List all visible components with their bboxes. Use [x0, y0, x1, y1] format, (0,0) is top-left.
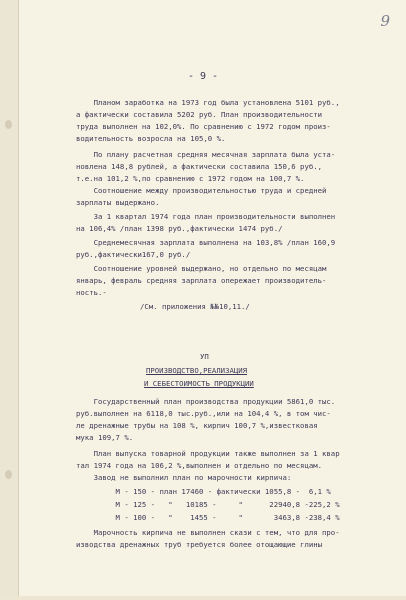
- text-line: По плану расчетная средняя месячная зарплата была уста-: [76, 150, 336, 159]
- text-line: водительность возросла на 105,0 %.: [76, 134, 226, 143]
- text-line: руб.,фактически167,0 руб./: [76, 250, 191, 259]
- text-line: Завод не выполнил план по марочности кирпича:: [76, 473, 292, 482]
- text-line: руб.выполнен на 6118,0 тыс.руб.,или на 104,4 %, в том чис-: [76, 409, 331, 418]
- page-number: - 9 -: [187, 71, 219, 82]
- text-line: тал 1974 года на 106,2 %,выполнен и отдельно по месяцам.: [76, 461, 323, 470]
- text-line: труда выполнен на 102,0%. По сравнению с 1972 годом произ-: [76, 122, 331, 131]
- brick-grade-row: М - 150 - план 17460 - фактически 1055,8 - 6,1 %: [76, 487, 331, 496]
- text-line: изводства дренажных труб требуется более отощающие глины: [76, 540, 323, 549]
- section-title: И СЕБЕСТОИМОСТЬ ПРОДУКЦИИ: [144, 379, 254, 388]
- text-line: январь, февраль средняя зарплата опережает производитель-: [76, 276, 327, 285]
- brick-grade-row: М - 125 - " 10185 - " 22940,8 -225,2 %: [76, 500, 340, 509]
- text-line: За 1 квартал 1974 года план производительности выполнен: [76, 212, 336, 221]
- brick-grade-row: М - 100 - " 1455 - " 3463,8 -238,4 %: [76, 513, 340, 522]
- text-line: Марочность кирпича не выполнен скази с тем, что для про-: [76, 528, 340, 537]
- text-line: План выпуска товарной продукции также выполнен за 1 квар: [76, 449, 340, 458]
- text-line: Соотношение между производительностью труда и средней: [76, 186, 327, 195]
- handwritten-page-number: 9: [380, 12, 390, 30]
- binding-fold: [0, 0, 19, 600]
- text-line: на 106,4% /план 1398 руб.,фактически 1474 руб./: [76, 224, 283, 233]
- binding-hole: [5, 120, 12, 129]
- text-line: зарплаты выдержано.: [76, 198, 160, 207]
- section-number: УП: [200, 352, 209, 361]
- text-line: мука 109,7 %.: [76, 433, 134, 442]
- text-line: Государственный план производства продукции 5861,0 тыс.: [76, 397, 336, 406]
- text-line: ле дренажные трубы на 108 %, кирпич 100,7 %,известковая: [76, 421, 318, 430]
- appendix-reference: /См. приложения №№10,11./: [140, 302, 250, 311]
- text-line: Соотношение уровней выдержано, но отдельно по месяцам: [76, 264, 327, 273]
- text-line: а фактически составила 5202 руб. План производительности: [76, 110, 323, 119]
- binding-hole: [5, 470, 12, 479]
- text-line: Планом заработка на 1973 год была установлена 5101 руб.,: [76, 98, 340, 107]
- text-line: новлена 148,8 рублей, а фактически составила 150,6 руб.,: [76, 162, 323, 171]
- text-line: ность.-: [76, 288, 107, 297]
- page-bottom-edge: [0, 596, 406, 600]
- text-line: Среднемесячная зарплата выполнена на 103,8% /план 160,9: [76, 238, 336, 247]
- section-title: ПРОИЗВОДСТВО,РЕАЛИЗАЦИЯ: [146, 366, 248, 375]
- text-line: т.е.на 101,2 %,по сравнению с 1972 годом на 100,7 %.: [76, 174, 305, 183]
